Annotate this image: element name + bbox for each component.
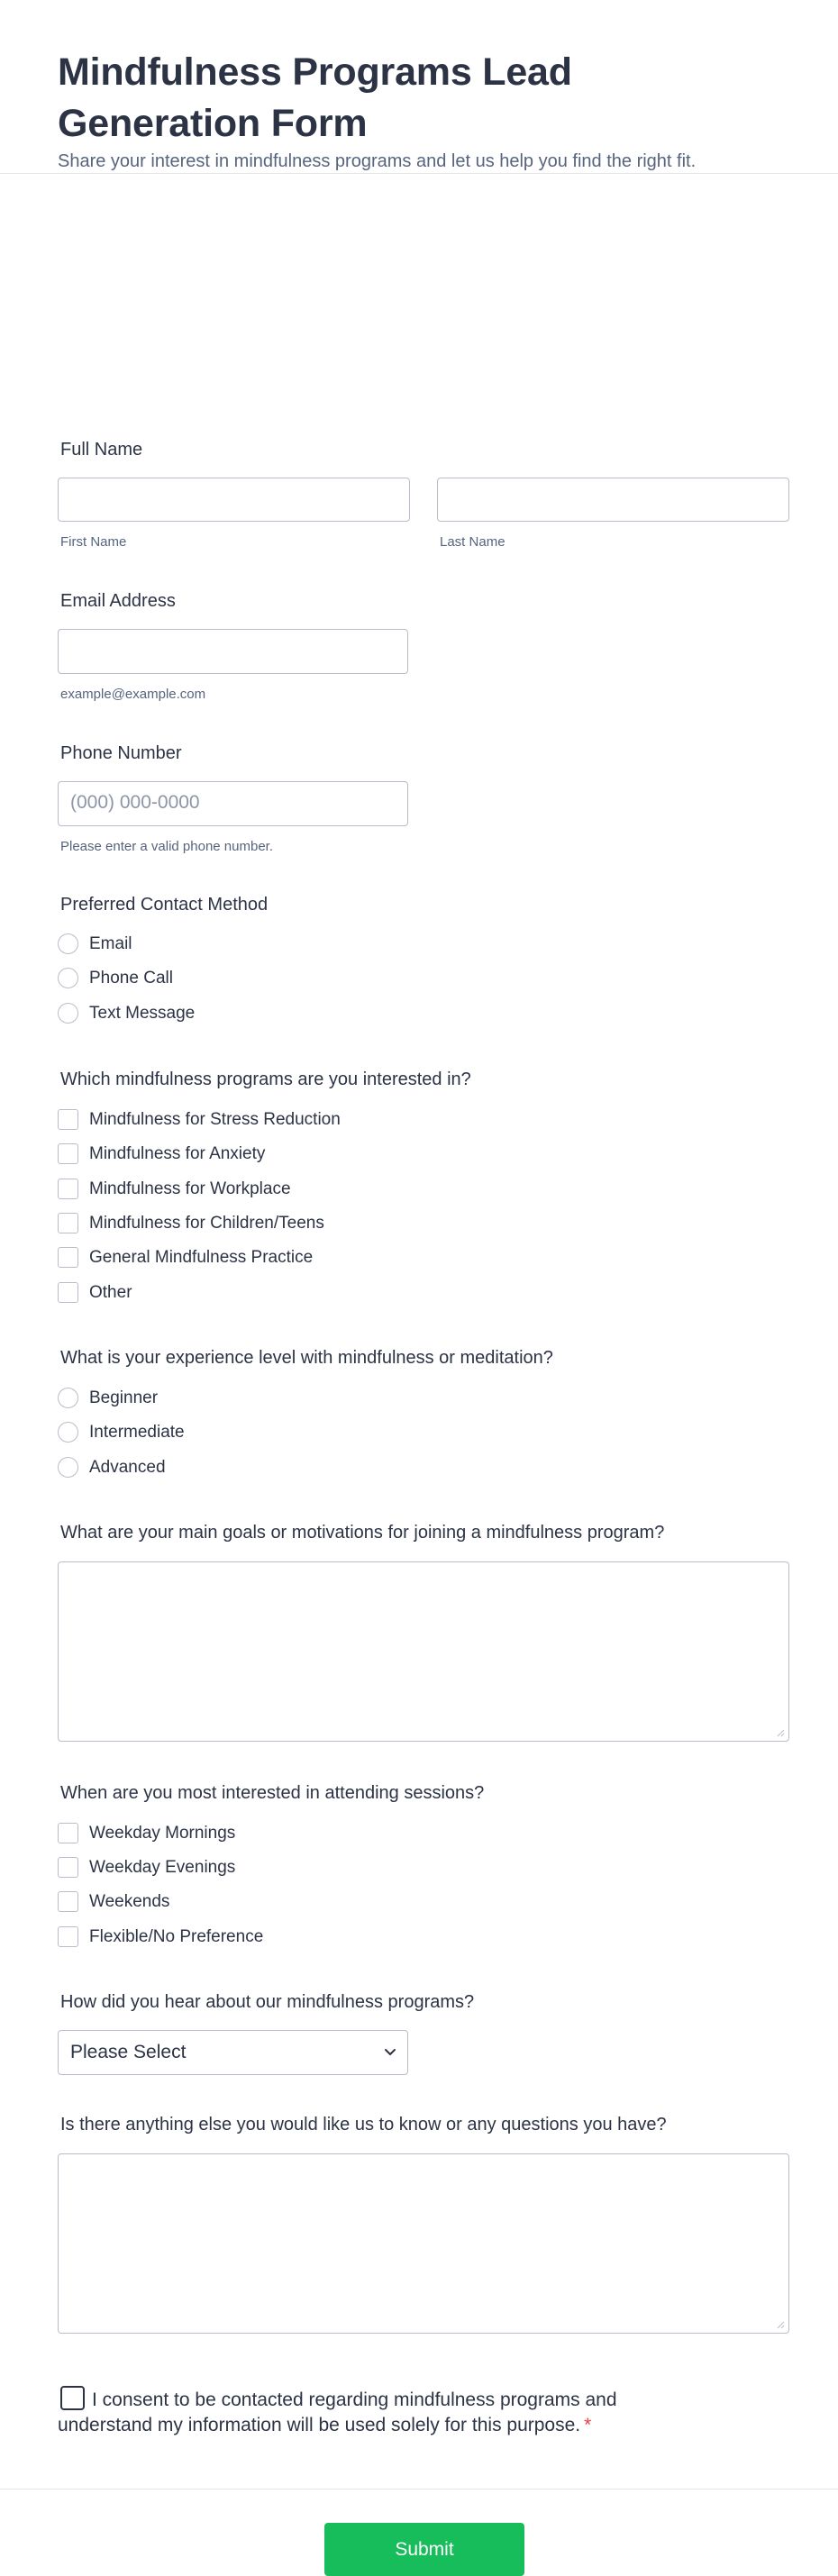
phone-label: Phone Number (60, 743, 182, 763)
full-name-label: Full Name (60, 440, 143, 460)
checkbox[interactable] (58, 1179, 78, 1199)
contact-method-label: Preferred Contact Method (60, 895, 269, 915)
checkbox[interactable] (58, 1109, 78, 1130)
required-marker: * (584, 2415, 592, 2435)
questions-textarea[interactable] (58, 2153, 789, 2334)
email-label: Email Address (60, 591, 176, 611)
email-input[interactable] (58, 629, 408, 674)
contact-option-email[interactable]: Email (58, 933, 132, 954)
resize-handle-icon[interactable] (776, 1728, 785, 1737)
first-name-input[interactable] (58, 478, 410, 522)
resize-handle-icon[interactable] (776, 2320, 785, 2329)
form-title: Mindfulness Programs Lead Generation Form (58, 50, 572, 145)
form-subtitle: Share your interest in mindfulness programs and let us help you find the right fit. (58, 151, 697, 171)
program-option[interactable]: Mindfulness for Anxiety (58, 1143, 265, 1164)
session-option[interactable]: Weekday Mornings (58, 1823, 235, 1843)
chevron-down-icon (384, 2046, 396, 2059)
radio-button[interactable] (58, 1003, 78, 1024)
experience-option-advanced[interactable]: Advanced (58, 1457, 166, 1478)
checkbox[interactable] (58, 1891, 78, 1912)
program-option[interactable]: Other (58, 1282, 132, 1303)
sessions-label: When are you most interested in attending sessions? (60, 1783, 485, 1803)
program-option[interactable]: General Mindfulness Practice (58, 1247, 313, 1268)
goals-textarea[interactable] (58, 1561, 789, 1742)
phone-sublabel: Please enter a valid phone number. (60, 839, 273, 854)
referral-selected-value: Please Select (70, 2042, 187, 2062)
referral-label: How did you hear about our mindfulness programs? (60, 1992, 475, 2012)
session-option[interactable]: Weekends (58, 1891, 169, 1912)
referral-select[interactable] (58, 2030, 408, 2075)
radio-button[interactable] (58, 933, 78, 954)
experience-option-beginner[interactable]: Beginner (58, 1388, 158, 1408)
checkbox[interactable] (58, 1926, 78, 1947)
radio-button[interactable] (58, 968, 78, 988)
checkbox[interactable] (58, 1143, 78, 1164)
checkbox[interactable] (58, 1282, 78, 1303)
first-name-sublabel: First Name (60, 534, 127, 550)
checkbox[interactable] (58, 1857, 78, 1878)
last-name-sublabel: Last Name (440, 534, 506, 550)
program-option[interactable]: Mindfulness for Stress Reduction (58, 1109, 341, 1130)
program-option[interactable]: Mindfulness for Workplace (58, 1179, 291, 1199)
phone-input[interactable]: (000) 000-0000 (58, 781, 408, 826)
last-name-input[interactable] (437, 478, 789, 522)
programs-label: Which mindfulness programs are you interested in? (60, 1070, 471, 1089)
radio-button[interactable] (58, 1388, 78, 1408)
radio-button[interactable] (58, 1457, 78, 1478)
questions-label: Is there anything else you would like us to know or any questions you have? (60, 2115, 667, 2135)
session-option[interactable]: Weekday Evenings (58, 1857, 235, 1878)
checkbox[interactable] (58, 1247, 78, 1268)
checkbox[interactable] (58, 1823, 78, 1843)
email-sublabel: example@example.com (60, 687, 206, 702)
form-header (0, 0, 838, 174)
experience-label: What is your experience level with mindfulness or meditation? (60, 1348, 553, 1368)
radio-button[interactable] (58, 1422, 78, 1443)
program-option[interactable]: Mindfulness for Children/Teens (58, 1213, 324, 1233)
footer-divider (0, 2489, 838, 2490)
consent-field (58, 2386, 706, 2438)
contact-option-text-message[interactable]: Text Message (58, 1003, 195, 1024)
contact-option-phone-call[interactable]: Phone Call (58, 968, 173, 988)
consent-checkbox[interactable] (60, 2386, 85, 2410)
session-option[interactable]: Flexible/No Preference (58, 1926, 263, 1947)
checkbox[interactable] (58, 1213, 78, 1233)
goals-label: What are your main goals or motivations for joining a mindfulness program? (60, 1523, 665, 1543)
consent-text: I consent to be contacted regarding mindfulness programs and understand my information will be used solely for this purpose. (58, 2389, 617, 2435)
submit-button[interactable]: Submit (324, 2523, 524, 2576)
experience-option-intermediate[interactable]: Intermediate (58, 1422, 185, 1443)
